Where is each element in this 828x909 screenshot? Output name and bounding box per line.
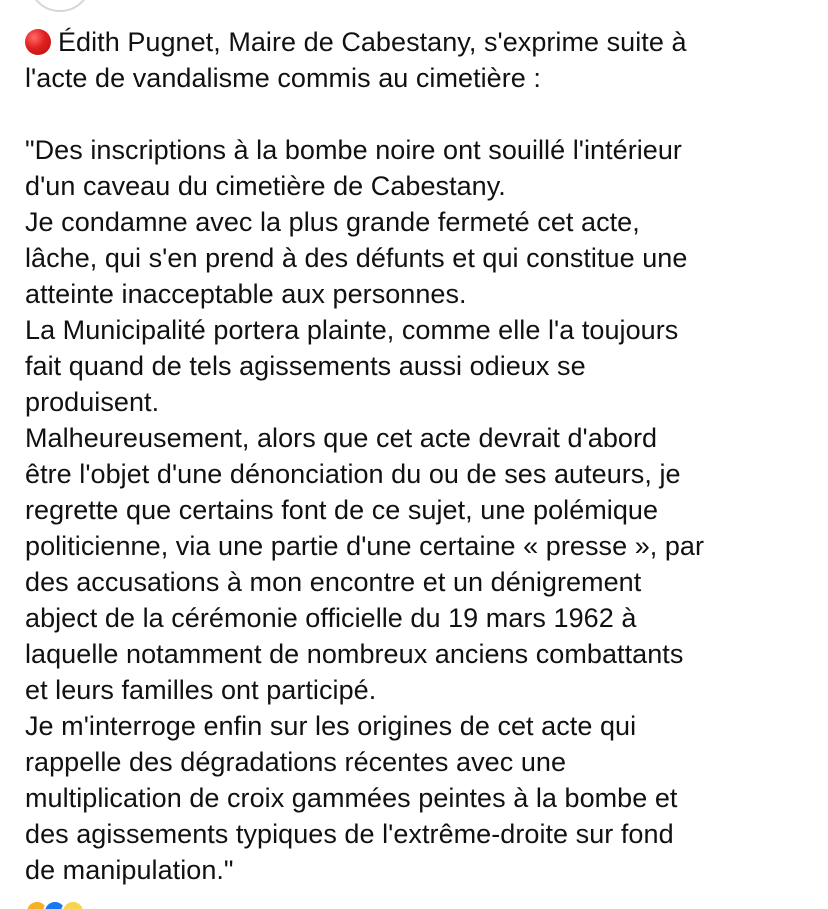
post-line: laquelle notamment de nombreux anciens combattants	[25, 639, 684, 669]
post-line: Je m'interroge enfin sur les origines de cet acte qui	[25, 711, 637, 741]
post-line: des accusations à mon encontre et un dénigrement	[25, 567, 642, 597]
post-line: et leurs familles ont participé.	[25, 675, 377, 705]
post-line: La Municipalité portera plainte, comme elle l'a toujours	[25, 315, 679, 345]
reaction-summary[interactable]	[25, 900, 79, 909]
post-line: de manipulation."	[25, 855, 234, 885]
post-text	[25, 24, 815, 888]
post-line: abject de la cérémonie officielle du 19 mars 1962 à	[25, 603, 637, 633]
haha-reaction-icon	[61, 900, 85, 909]
post-line: politicienne, via une partie d'une certaine « presse », par	[25, 531, 705, 561]
post-line: Je condamne avec la plus grande fermeté cet acte,	[25, 207, 640, 237]
red-circle-icon	[25, 29, 51, 55]
blank-line	[25, 96, 815, 132]
post-line: regrette que certains font de ce sujet, une polémique	[25, 495, 659, 525]
post-line: l'acte de vandalisme commis au cimetière :	[25, 63, 541, 93]
post-line: produisent.	[25, 387, 160, 417]
post-line: être l'objet d'une dénonciation du ou de ses auteurs, je	[25, 459, 681, 489]
post-line: Édith Pugnet, Maire de Cabestany, s'exprime suite à	[25, 24, 815, 60]
post-line: multiplication de croix gammées peintes à la bombe et	[25, 783, 678, 813]
post-line: des agissements typiques de l'extrême-droite sur fond	[25, 819, 674, 849]
post-line: fait quand de tels agissements aussi odieux se	[25, 351, 586, 381]
author-avatar[interactable]	[28, 0, 92, 12]
post-line: d'un caveau du cimetière de Cabestany.	[25, 171, 506, 201]
post-line: atteinte inacceptable aux personnes.	[25, 279, 467, 309]
post-line: lâche, qui s'en prend à des défunts et qui constitue une	[25, 243, 688, 273]
post-line: Malheureusement, alors que cet acte devrait d'abord	[25, 423, 658, 453]
post-line: rappelle des dégradations récentes avec une	[25, 747, 567, 777]
post-line: "Des inscriptions à la bombe noire ont souillé l'intérieur	[25, 135, 682, 165]
